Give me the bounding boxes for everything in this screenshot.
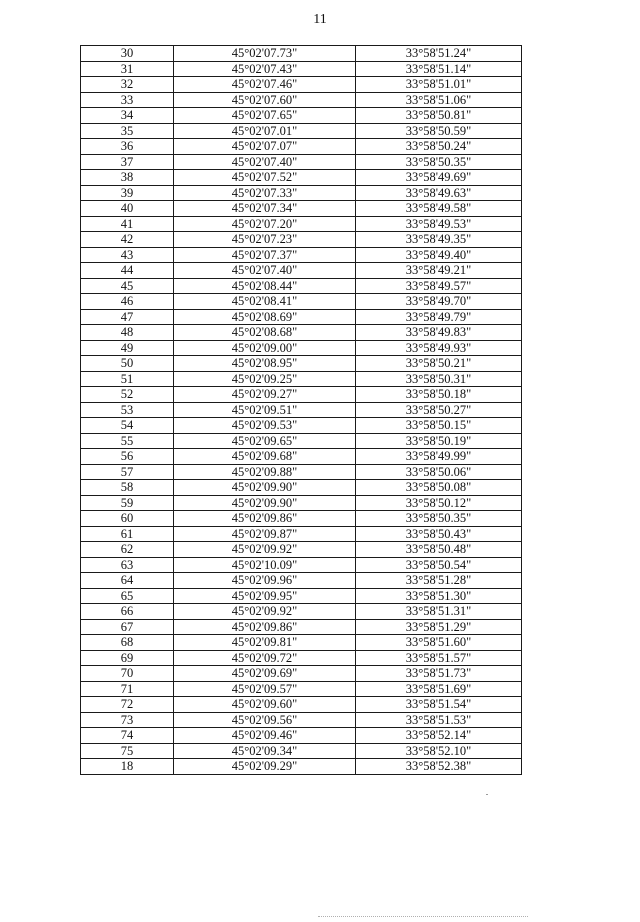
- latitude-cell: 45°02'07.07": [174, 139, 356, 155]
- point-number-cell: 44: [81, 263, 174, 279]
- point-number-cell: 53: [81, 402, 174, 418]
- point-number-cell: 43: [81, 247, 174, 263]
- longitude-cell: 33°58'51.60": [356, 635, 522, 651]
- table-row: [81, 743, 522, 759]
- point-number-cell: 40: [81, 201, 174, 217]
- table-row: [81, 433, 522, 449]
- point-number-cell: 71: [81, 681, 174, 697]
- table-row: [81, 418, 522, 434]
- latitude-cell: 45°02'09.88": [174, 464, 356, 480]
- point-number-cell: 64: [81, 573, 174, 589]
- point-number-cell: 31: [81, 61, 174, 77]
- point-number-cell: 38: [81, 170, 174, 186]
- longitude-cell: 33°58'50.31": [356, 371, 522, 387]
- point-number-cell: 73: [81, 712, 174, 728]
- table-row: [81, 681, 522, 697]
- latitude-cell: 45°02'07.23": [174, 232, 356, 248]
- table-row: [81, 495, 522, 511]
- point-number-cell: 50: [81, 356, 174, 372]
- latitude-cell: 45°02'07.60": [174, 92, 356, 108]
- table-row: [81, 61, 522, 77]
- latitude-cell: 45°02'09.29": [174, 759, 356, 775]
- table-row: [81, 294, 522, 310]
- coordinates-table-body: [81, 46, 522, 775]
- point-number-cell: 46: [81, 294, 174, 310]
- table-row: [81, 464, 522, 480]
- table-row: [81, 666, 522, 682]
- latitude-cell: 45°02'07.34": [174, 201, 356, 217]
- table-row: [81, 108, 522, 124]
- latitude-cell: 45°02'07.40": [174, 154, 356, 170]
- longitude-cell: 33°58'49.53": [356, 216, 522, 232]
- point-number-cell: 54: [81, 418, 174, 434]
- point-number-cell: 48: [81, 325, 174, 341]
- latitude-cell: 45°02'09.92": [174, 604, 356, 620]
- point-number-cell: 65: [81, 588, 174, 604]
- longitude-cell: 33°58'49.83": [356, 325, 522, 341]
- table-row: [81, 123, 522, 139]
- latitude-cell: 45°02'07.40": [174, 263, 356, 279]
- longitude-cell: 33°58'50.27": [356, 402, 522, 418]
- table-row: [81, 185, 522, 201]
- table-row: [81, 728, 522, 744]
- table-row: [81, 278, 522, 294]
- latitude-cell: 45°02'09.86": [174, 619, 356, 635]
- longitude-cell: 33°58'49.79": [356, 309, 522, 325]
- longitude-cell: 33°58'50.19": [356, 433, 522, 449]
- longitude-cell: 33°58'51.54": [356, 697, 522, 713]
- longitude-cell: 33°58'51.73": [356, 666, 522, 682]
- latitude-cell: 45°02'08.69": [174, 309, 356, 325]
- point-number-cell: 56: [81, 449, 174, 465]
- latitude-cell: 45°02'08.95": [174, 356, 356, 372]
- longitude-cell: 33°58'50.12": [356, 495, 522, 511]
- latitude-cell: 45°02'09.60": [174, 697, 356, 713]
- longitude-cell: 33°58'52.38": [356, 759, 522, 775]
- table-row: [81, 216, 522, 232]
- latitude-cell: 45°02'09.68": [174, 449, 356, 465]
- table-row: [81, 309, 522, 325]
- longitude-cell: 33°58'49.93": [356, 340, 522, 356]
- point-number-cell: 51: [81, 371, 174, 387]
- scan-speck: [486, 794, 488, 795]
- latitude-cell: 45°02'09.57": [174, 681, 356, 697]
- table-row: [81, 154, 522, 170]
- point-number-cell: 42: [81, 232, 174, 248]
- latitude-cell: 45°02'08.68": [174, 325, 356, 341]
- longitude-cell: 33°58'51.57": [356, 650, 522, 666]
- point-number-cell: 66: [81, 604, 174, 620]
- latitude-cell: 45°02'07.37": [174, 247, 356, 263]
- table-row: [81, 573, 522, 589]
- point-number-cell: 55: [81, 433, 174, 449]
- longitude-cell: 33°58'49.99": [356, 449, 522, 465]
- latitude-cell: 45°02'07.73": [174, 46, 356, 62]
- longitude-cell: 33°58'50.59": [356, 123, 522, 139]
- latitude-cell: 45°02'09.53": [174, 418, 356, 434]
- table-row: [81, 356, 522, 372]
- point-number-cell: 72: [81, 697, 174, 713]
- table-row: [81, 635, 522, 651]
- latitude-cell: 45°02'07.52": [174, 170, 356, 186]
- point-number-cell: 34: [81, 108, 174, 124]
- longitude-cell: 33°58'49.69": [356, 170, 522, 186]
- point-number-cell: 41: [81, 216, 174, 232]
- latitude-cell: 45°02'09.87": [174, 526, 356, 542]
- point-number-cell: 36: [81, 139, 174, 155]
- table-row: [81, 139, 522, 155]
- longitude-cell: 33°58'50.81": [356, 108, 522, 124]
- point-number-cell: 62: [81, 542, 174, 558]
- table-row: [81, 712, 522, 728]
- longitude-cell: 33°58'51.01": [356, 77, 522, 93]
- longitude-cell: 33°58'50.08": [356, 480, 522, 496]
- longitude-cell: 33°58'51.69": [356, 681, 522, 697]
- table-row: [81, 371, 522, 387]
- longitude-cell: 33°58'49.63": [356, 185, 522, 201]
- latitude-cell: 45°02'07.20": [174, 216, 356, 232]
- longitude-cell: 33°58'51.28": [356, 573, 522, 589]
- point-number-cell: 37: [81, 154, 174, 170]
- longitude-cell: 33°58'49.35": [356, 232, 522, 248]
- table-row: [81, 170, 522, 186]
- point-number-cell: 60: [81, 511, 174, 527]
- latitude-cell: 45°02'09.72": [174, 650, 356, 666]
- longitude-cell: 33°58'50.21": [356, 356, 522, 372]
- point-number-cell: 68: [81, 635, 174, 651]
- latitude-cell: 45°02'08.44": [174, 278, 356, 294]
- point-number-cell: 57: [81, 464, 174, 480]
- table-row: [81, 619, 522, 635]
- longitude-cell: 33°58'50.48": [356, 542, 522, 558]
- table-row: [81, 759, 522, 775]
- point-number-cell: 45: [81, 278, 174, 294]
- latitude-cell: 45°02'07.65": [174, 108, 356, 124]
- longitude-cell: 33°58'49.57": [356, 278, 522, 294]
- table-row: [81, 46, 522, 62]
- latitude-cell: 45°02'07.43": [174, 61, 356, 77]
- table-row: [81, 449, 522, 465]
- point-number-cell: 63: [81, 557, 174, 573]
- latitude-cell: 45°02'09.65": [174, 433, 356, 449]
- longitude-cell: 33°58'52.14": [356, 728, 522, 744]
- point-number-cell: 39: [81, 185, 174, 201]
- longitude-cell: 33°58'50.54": [356, 557, 522, 573]
- point-number-cell: 18: [81, 759, 174, 775]
- point-number-cell: 35: [81, 123, 174, 139]
- point-number-cell: 58: [81, 480, 174, 496]
- coordinates-table: [80, 45, 522, 775]
- point-number-cell: 75: [81, 743, 174, 759]
- longitude-cell: 33°58'50.24": [356, 139, 522, 155]
- table-row: [81, 542, 522, 558]
- latitude-cell: 45°02'09.90": [174, 495, 356, 511]
- latitude-cell: 45°02'07.33": [174, 185, 356, 201]
- table-row: [81, 588, 522, 604]
- latitude-cell: 45°02'09.90": [174, 480, 356, 496]
- longitude-cell: 33°58'51.31": [356, 604, 522, 620]
- table-row: [81, 511, 522, 527]
- latitude-cell: 45°02'09.00": [174, 340, 356, 356]
- longitude-cell: 33°58'49.58": [356, 201, 522, 217]
- longitude-cell: 33°58'50.43": [356, 526, 522, 542]
- point-number-cell: 32: [81, 77, 174, 93]
- longitude-cell: 33°58'50.35": [356, 154, 522, 170]
- table-row: [81, 92, 522, 108]
- point-number-cell: 69: [81, 650, 174, 666]
- table-row: [81, 201, 522, 217]
- point-number-cell: 33: [81, 92, 174, 108]
- table-row: [81, 340, 522, 356]
- point-number-cell: 61: [81, 526, 174, 542]
- longitude-cell: 33°58'49.70": [356, 294, 522, 310]
- table-row: [81, 325, 522, 341]
- latitude-cell: 45°02'09.25": [174, 371, 356, 387]
- scan-edge-line: [318, 916, 528, 918]
- table-row: [81, 263, 522, 279]
- point-number-cell: 74: [81, 728, 174, 744]
- point-number-cell: 30: [81, 46, 174, 62]
- latitude-cell: 45°02'09.51": [174, 402, 356, 418]
- point-number-cell: 52: [81, 387, 174, 403]
- point-number-cell: 70: [81, 666, 174, 682]
- longitude-cell: 33°58'49.40": [356, 247, 522, 263]
- latitude-cell: 45°02'09.86": [174, 511, 356, 527]
- page-number: 11: [313, 12, 327, 27]
- table-row: [81, 526, 522, 542]
- table-row: [81, 232, 522, 248]
- table-row: [81, 697, 522, 713]
- table-row: [81, 480, 522, 496]
- longitude-cell: 33°58'50.15": [356, 418, 522, 434]
- longitude-cell: 33°58'51.29": [356, 619, 522, 635]
- latitude-cell: 45°02'09.27": [174, 387, 356, 403]
- longitude-cell: 33°58'52.10": [356, 743, 522, 759]
- latitude-cell: 45°02'09.34": [174, 743, 356, 759]
- longitude-cell: 33°58'51.24": [356, 46, 522, 62]
- longitude-cell: 33°58'49.21": [356, 263, 522, 279]
- latitude-cell: 45°02'07.46": [174, 77, 356, 93]
- table-row: [81, 247, 522, 263]
- longitude-cell: 33°58'51.30": [356, 588, 522, 604]
- table-row: [81, 77, 522, 93]
- point-number-cell: 67: [81, 619, 174, 635]
- latitude-cell: 45°02'09.56": [174, 712, 356, 728]
- point-number-cell: 47: [81, 309, 174, 325]
- longitude-cell: 33°58'51.53": [356, 712, 522, 728]
- point-number-cell: 59: [81, 495, 174, 511]
- point-number-cell: 49: [81, 340, 174, 356]
- latitude-cell: 45°02'09.92": [174, 542, 356, 558]
- longitude-cell: 33°58'50.06": [356, 464, 522, 480]
- latitude-cell: 45°02'09.96": [174, 573, 356, 589]
- latitude-cell: 45°02'09.46": [174, 728, 356, 744]
- latitude-cell: 45°02'09.95": [174, 588, 356, 604]
- longitude-cell: 33°58'50.35": [356, 511, 522, 527]
- latitude-cell: 45°02'08.41": [174, 294, 356, 310]
- table-row: [81, 387, 522, 403]
- longitude-cell: 33°58'51.06": [356, 92, 522, 108]
- table-row: [81, 402, 522, 418]
- longitude-cell: 33°58'50.18": [356, 387, 522, 403]
- table-row: [81, 604, 522, 620]
- longitude-cell: 33°58'51.14": [356, 61, 522, 77]
- latitude-cell: 45°02'10.09": [174, 557, 356, 573]
- latitude-cell: 45°02'09.81": [174, 635, 356, 651]
- table-row: [81, 557, 522, 573]
- table-row: [81, 650, 522, 666]
- latitude-cell: 45°02'09.69": [174, 666, 356, 682]
- latitude-cell: 45°02'07.01": [174, 123, 356, 139]
